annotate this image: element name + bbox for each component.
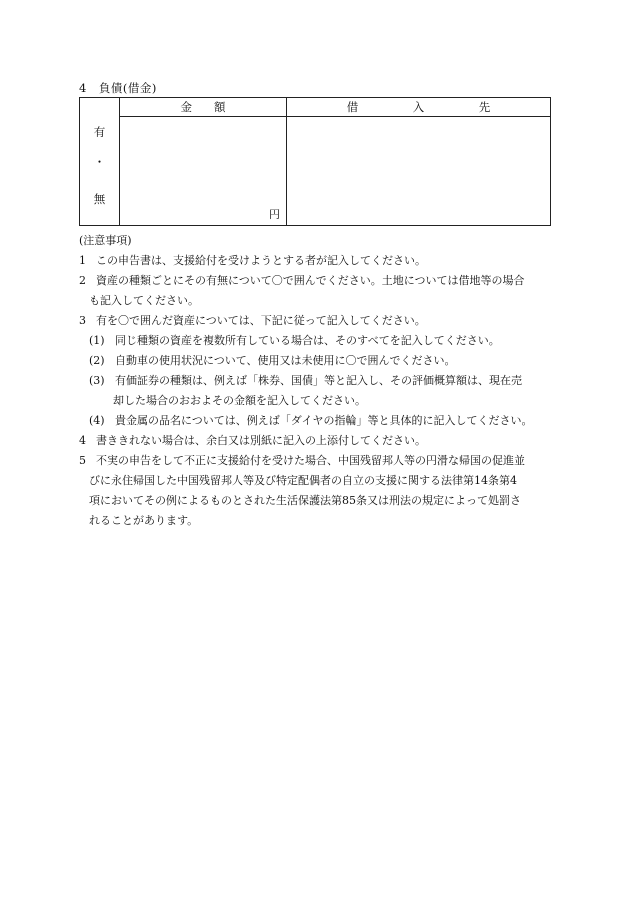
note-item-text: びに永住帰国した中国残留邦人等及び特定配偶者の自立の支援に関する法律第14条第4 xyxy=(89,474,517,487)
note-sub-number: (2) xyxy=(89,354,105,367)
note-item-2 xyxy=(79,271,559,311)
note-sub-text: 貴金属の品名については、例えば「ダイヤの指輪」等と具体的に記入してください。 xyxy=(115,414,533,427)
note-sub-number: (3) xyxy=(89,374,105,387)
note-item-number: 4 xyxy=(79,434,86,447)
note-item-number: 5 xyxy=(79,454,86,467)
lender-header xyxy=(287,98,551,117)
note-item-text: れることがあります。 xyxy=(89,514,199,527)
note-sub-4 xyxy=(79,411,559,431)
lender-header-char-3: 先 xyxy=(478,100,491,114)
note-item-text: 不実の申告をして不正に支援給付を受けた場合、中国残留邦人等の円滑な帰国の促進並 xyxy=(96,454,525,467)
note-item-1 xyxy=(79,251,559,271)
section-title: 負債(借金) xyxy=(98,81,157,95)
has-or-none-cell[interactable] xyxy=(80,98,120,226)
amount-field[interactable] xyxy=(120,117,287,226)
note-item-number: 2 xyxy=(79,274,86,287)
note-sub-text: 有価証券の種類は、例えば「株券、国債」等と記入し、その評価概算額は、現在売 xyxy=(115,374,522,387)
notes-section xyxy=(79,231,559,531)
note-item-3 xyxy=(79,311,559,331)
note-sub-number: (4) xyxy=(89,414,105,427)
note-sub-text: 同じ種類の資産を複数所有している場合は、そのすべてを記入してください。 xyxy=(115,334,500,347)
flag-dot: ・ xyxy=(93,155,106,169)
lender-field[interactable] xyxy=(287,117,551,226)
note-item-number: 3 xyxy=(79,314,86,327)
yen-unit: 円 xyxy=(269,208,280,221)
note-item-text: 書ききれない場合は、余白又は別紙に記入の上添付してください。 xyxy=(96,434,426,447)
note-sub-text: 却した場合のおおよその金額を記入してください。 xyxy=(113,394,366,407)
lender-header-char-1: 借 xyxy=(346,100,359,114)
note-item-text: 項においてその例によるものとされた生活保護法第85条又は刑法の規定によって処罰さ xyxy=(89,494,521,507)
section-heading xyxy=(79,80,157,96)
note-sub-2 xyxy=(79,351,559,371)
note-item-text: 資産の種類ごとにその有無について〇で囲んでください。土地については借地等の場合 xyxy=(96,274,525,287)
note-sub-1 xyxy=(79,331,559,351)
flag-none: 無 xyxy=(93,192,106,206)
debt-table xyxy=(79,97,551,226)
note-sub-text: 自動車の使用状況について、使用又は未使用に〇で囲んでください。 xyxy=(115,354,456,367)
note-item-text: も記入してください。 xyxy=(89,294,199,307)
note-item-text: この申告書は、支援給付を受けようとする者が記入してください。 xyxy=(96,254,426,267)
note-sub-3 xyxy=(79,371,559,411)
note-sub-number: (1) xyxy=(89,334,105,347)
lender-header-char-2: 入 xyxy=(412,100,425,114)
section-number: 4 xyxy=(79,81,87,95)
notes-title: (注意事項) xyxy=(79,234,132,247)
amount-header-label: 金額 xyxy=(180,100,248,114)
note-item-4 xyxy=(79,431,559,451)
flag-has: 有 xyxy=(93,125,106,139)
note-item-5 xyxy=(79,451,559,531)
note-item-text: 有を〇で囲んだ資産については、下記に従って記入してください。 xyxy=(96,314,426,327)
amount-header xyxy=(120,98,287,117)
note-item-number: 1 xyxy=(79,254,86,267)
